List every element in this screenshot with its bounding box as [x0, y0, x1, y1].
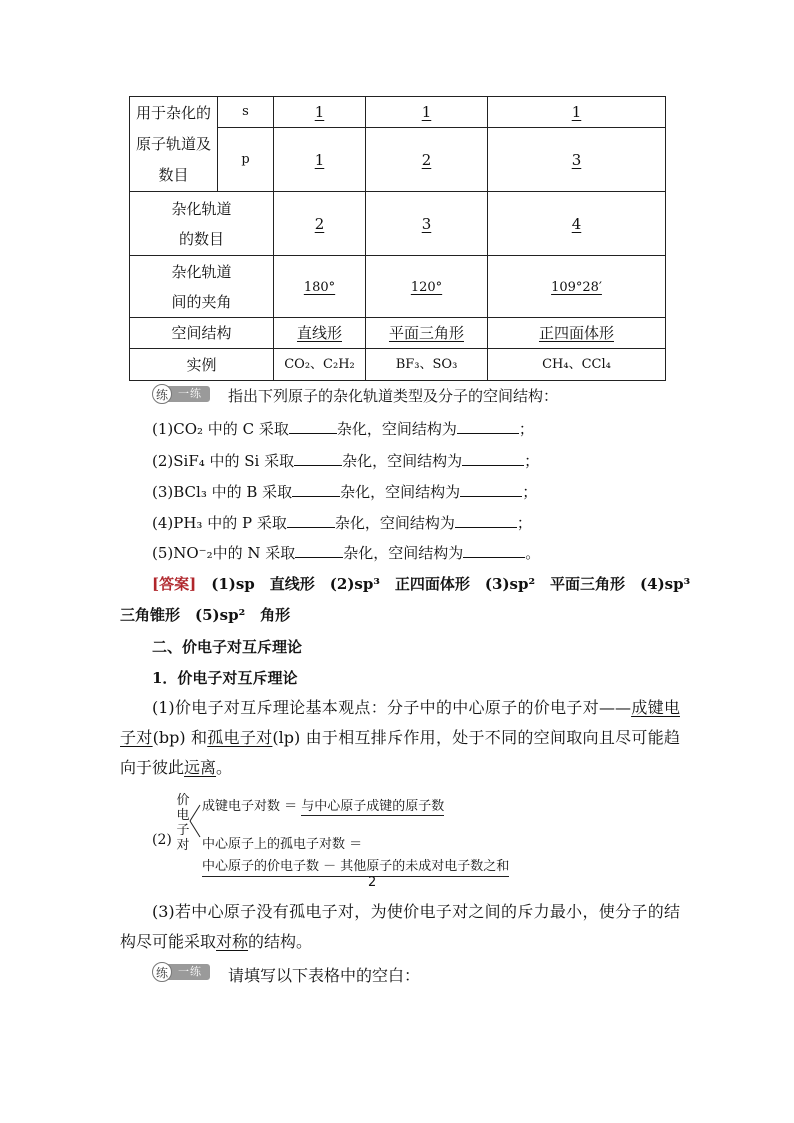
table-cell: 1 [488, 97, 666, 128]
table-cell: 1 [366, 97, 488, 128]
table-cell: 1 [274, 97, 366, 128]
practice-badge: 练 一练 [154, 964, 210, 980]
table-cell: 1 [274, 128, 366, 192]
vsepr-formula-figure [150, 793, 570, 893]
table-row [130, 349, 666, 381]
table-cell: 平面三角形 [366, 318, 488, 349]
figure-number: (2) [152, 832, 172, 848]
table-cell: 120° [366, 256, 488, 318]
practice-prompt: 请填写以下表格中的空白： [228, 966, 421, 985]
answer-line-1: [答案] (1)sp 直线形 (2)sp³ 正四面体形 (3)sp² 平面三角形 (4)sp³ [152, 575, 691, 593]
question-3: (3)BCl₃ 中的 B 采取 杂化，空间结构为 ； [152, 483, 538, 501]
practice-prompt: 指出下列原子的杂化轨道类型及分子的空间结构： [228, 387, 559, 405]
practice-badge-icon: 练 [152, 384, 172, 404]
table-cell: CO₂、C₂H₂ [274, 349, 366, 381]
practice-badge-icon: 练 [152, 962, 172, 982]
question-4: (4)PH₃ 中的 P 采取 杂化，空间结构为 ； [152, 514, 532, 532]
paragraph-3: (3)若中心原子没有孤电子对，为使价电子对之间的斥力最小，使分子的结构尽可能采取对称的结构。 [120, 902, 680, 951]
lone-pair-denominator: 2 [368, 875, 377, 890]
table-cell: 3 [488, 128, 666, 192]
table-cell: 直线形 [274, 318, 366, 349]
hybridization-table [129, 96, 666, 381]
s-orbital-label: s [218, 97, 274, 128]
table-cell: 2 [274, 192, 366, 256]
table-row [130, 256, 666, 318]
practice-badge: 练 一练 [154, 386, 210, 402]
lone-pair-formula: 中心原子上的孤电子对数 ＝ [202, 837, 363, 852]
table-cell: BF₃、SO₃ [366, 349, 488, 381]
table-row [130, 97, 666, 128]
section-subheading: 1．价电子对互斥理论 [152, 669, 298, 687]
lone-pair-numerator: 中心原子的价电子数 － 其他原子的未成对电子数之和 [202, 855, 509, 877]
answer-line-2: 三角锥形 (5)sp² 角形 [120, 606, 291, 624]
table-cell: 3 [366, 192, 488, 256]
table-row-label: 空间结构 [130, 318, 274, 349]
table-row-label: 用于杂化的原子轨道及数目 [130, 97, 218, 192]
table-cell: 4 [488, 192, 666, 256]
bonding-pair-formula: 成键电子对数 ＝ 与中心原子成键的原子数 [202, 799, 445, 814]
brace-lines [188, 801, 202, 841]
question-5: (5)NO⁻₂中的 N 采取 杂化，空间结构为 。 [152, 544, 541, 562]
table-row-label: 实例 [130, 349, 274, 381]
answer-label: [答案] [152, 575, 197, 593]
table-row [130, 318, 666, 349]
table-row-label: 杂化轨道 的数目 [130, 192, 274, 256]
table-cell: 180° [274, 256, 366, 318]
section-heading: 二、价电子对互斥理论 [152, 638, 303, 656]
table-cell: 109°28′ [488, 256, 666, 318]
question-2: (2)SiF₄ 中的 Si 采取 杂化，空间结构为 ； [152, 452, 540, 470]
table-cell: CH₄、CCl₄ [488, 349, 666, 381]
table-row [130, 192, 666, 256]
question-1: (1)CO₂ 中的 C 采取 杂化，空间结构为 ； [152, 420, 534, 438]
table-row-label: 杂化轨道 间的夹角 [130, 256, 274, 318]
table-cell: 正四面体形 [488, 318, 666, 349]
figure-brace-label: 价 电 子 对 [176, 793, 190, 853]
table-cell: 2 [366, 128, 488, 192]
paragraph-1: (1)价电子对互斥理论基本观点：分子中的中心原子的价电子对——成键电子对(bp) 和孤电子对(lp) 由于相互排斥作用，处于不同的空间取向且尽可能趋向于彼此远离。 [120, 698, 680, 777]
p-orbital-label: p [218, 128, 274, 192]
